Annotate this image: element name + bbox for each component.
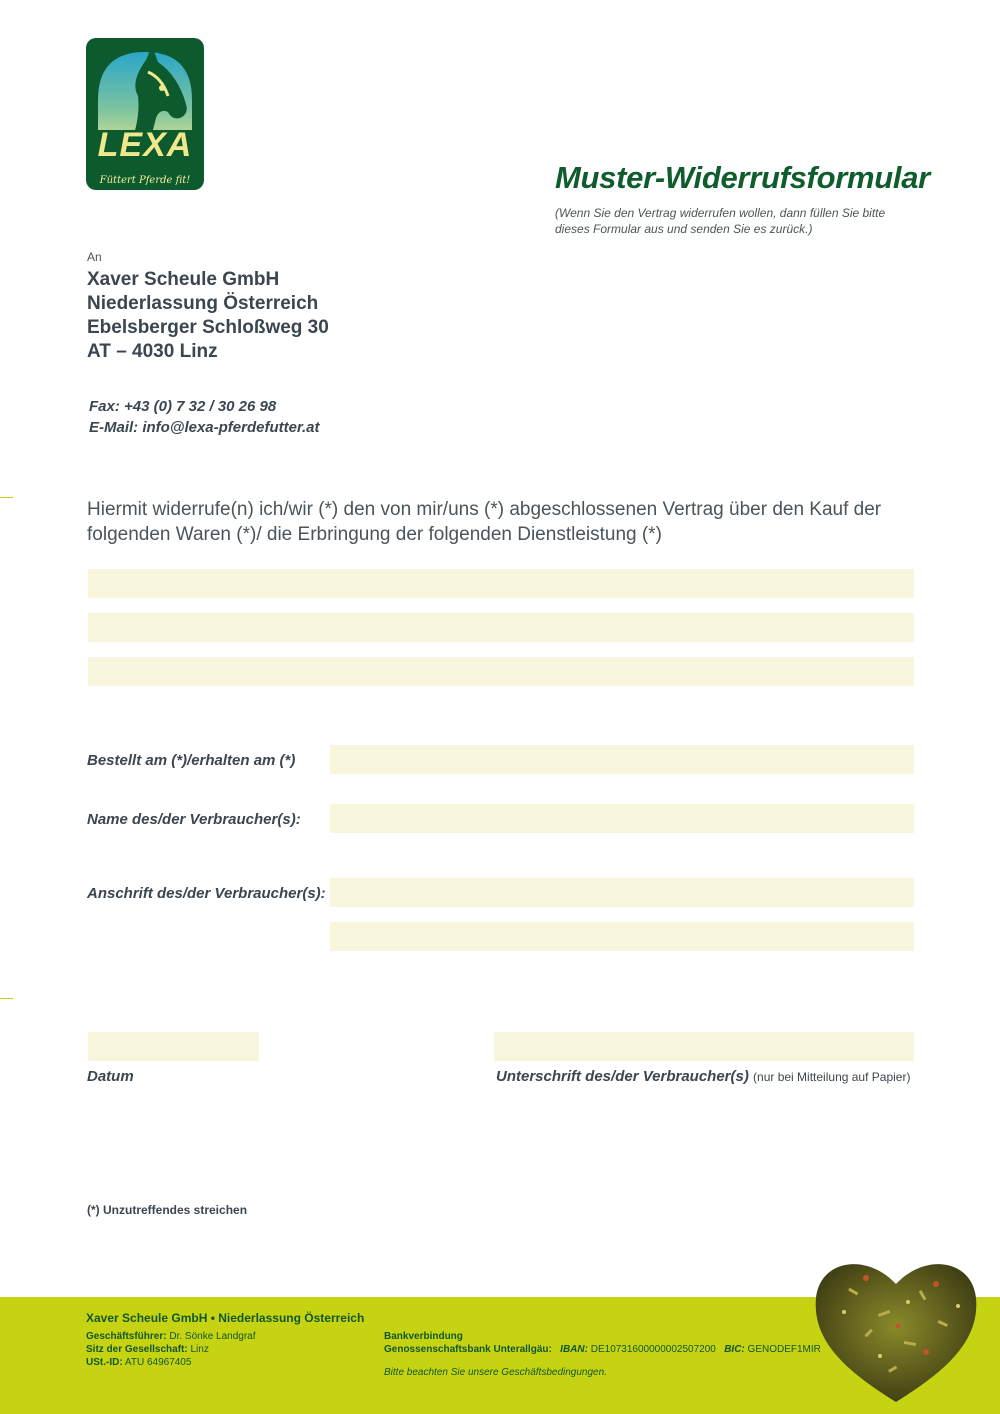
- iban-label: IBAN:: [560, 1344, 588, 1355]
- consumer-address-field-1[interactable]: [330, 878, 914, 907]
- consumer-name-label: Name des/der Verbraucher(s):: [87, 811, 301, 828]
- signature-label: [496, 1068, 910, 1085]
- goods-field-3[interactable]: [88, 657, 914, 686]
- fold-mark-bottom: [0, 998, 13, 999]
- bic-value: GENODEF1MIR: [747, 1344, 821, 1355]
- page-subtitle: [555, 205, 935, 237]
- fax-number: Fax: +43 (0) 7 32 / 30 26 98: [89, 398, 277, 415]
- footer-ceo: Geschäftsführer: Dr. Sönke Landgraf: [86, 1331, 256, 1342]
- date-label: Datum: [87, 1068, 134, 1085]
- bank-name: Genossenschaftsbank Unterallgäu:: [384, 1344, 552, 1355]
- feed-heart-image: [808, 1232, 984, 1408]
- recipient-prefix: An: [87, 250, 102, 264]
- ordered-date-field[interactable]: [330, 745, 914, 774]
- ordered-date-label: Bestellt am (*)/erhalten am (*): [87, 752, 296, 769]
- signature-label-text: Unterschrift des/der Verbraucher(s): [496, 1068, 749, 1085]
- bic-label: BIC:: [724, 1344, 745, 1355]
- subtitle-line-2: dieses Formular aus und senden Sie es zurück.): [555, 222, 813, 236]
- logo-tagline: Füttert Pferde fit!: [99, 175, 191, 186]
- consumer-name-field[interactable]: [330, 804, 914, 833]
- footer-bank-details: [384, 1330, 821, 1356]
- footnote: (*) Unzutreffendes streichen: [87, 1203, 248, 1217]
- statement-line-2: folgenden Waren (*)/ die Erbringung der folgenden Dienstleistung (*): [87, 524, 662, 545]
- recipient-address: [87, 268, 329, 364]
- goods-field-1[interactable]: [88, 569, 914, 598]
- footer-vat: USt.-ID: ATU 64967405: [86, 1357, 192, 1368]
- horse-head-icon: [86, 38, 204, 190]
- bank-heading: Bankverbindung: [384, 1331, 463, 1342]
- signature-note: (nur bei Mitteilung auf Papier): [753, 1070, 911, 1084]
- statement-line-1: Hiermit widerrufe(n) ich/wir (*) den von mir/uns (*) abgeschlossenen Vertrag über den Kauf der: [87, 499, 882, 520]
- fold-mark-top: [0, 497, 13, 498]
- footer-company-details: [86, 1330, 256, 1369]
- consumer-address-label: Anschrift des/der Verbraucher(s):: [87, 885, 326, 902]
- footer-company: Xaver Scheule GmbH • Niederlassung Österreich: [86, 1311, 365, 1325]
- email-address: E-Mail: info@lexa-pferdefutter.at: [89, 419, 320, 436]
- goods-field-2[interactable]: [88, 613, 914, 642]
- bank-line: [384, 1343, 821, 1356]
- consumer-address-field-2[interactable]: [330, 922, 914, 951]
- address-line-3: Ebelsberger Schloßweg 30: [87, 317, 329, 338]
- address-line-2: Niederlassung Österreich: [87, 293, 319, 314]
- subtitle-line-1: (Wenn Sie den Vertrag widerrufen wollen, dann füllen Sie bitte: [555, 206, 886, 220]
- terms-note: Bitte beachten Sie unsere Geschäftsbedingungen.: [384, 1367, 607, 1378]
- address-line-4: AT – 4030 Linz: [87, 341, 218, 362]
- withdrawal-statement: [87, 497, 917, 547]
- signature-field[interactable]: [494, 1032, 914, 1061]
- address-line-1: Xaver Scheule GmbH: [87, 269, 280, 290]
- recipient-contact: [89, 396, 320, 438]
- page-title: Muster-Widerrufsformular: [555, 160, 930, 195]
- logo-wordmark: LEXA: [97, 126, 193, 164]
- iban-value: DE10731600000002507200: [590, 1344, 716, 1355]
- footer-seat: Sitz der Gesellschaft: Linz: [86, 1344, 209, 1355]
- lexa-logo: [86, 38, 204, 190]
- date-field[interactable]: [88, 1032, 259, 1061]
